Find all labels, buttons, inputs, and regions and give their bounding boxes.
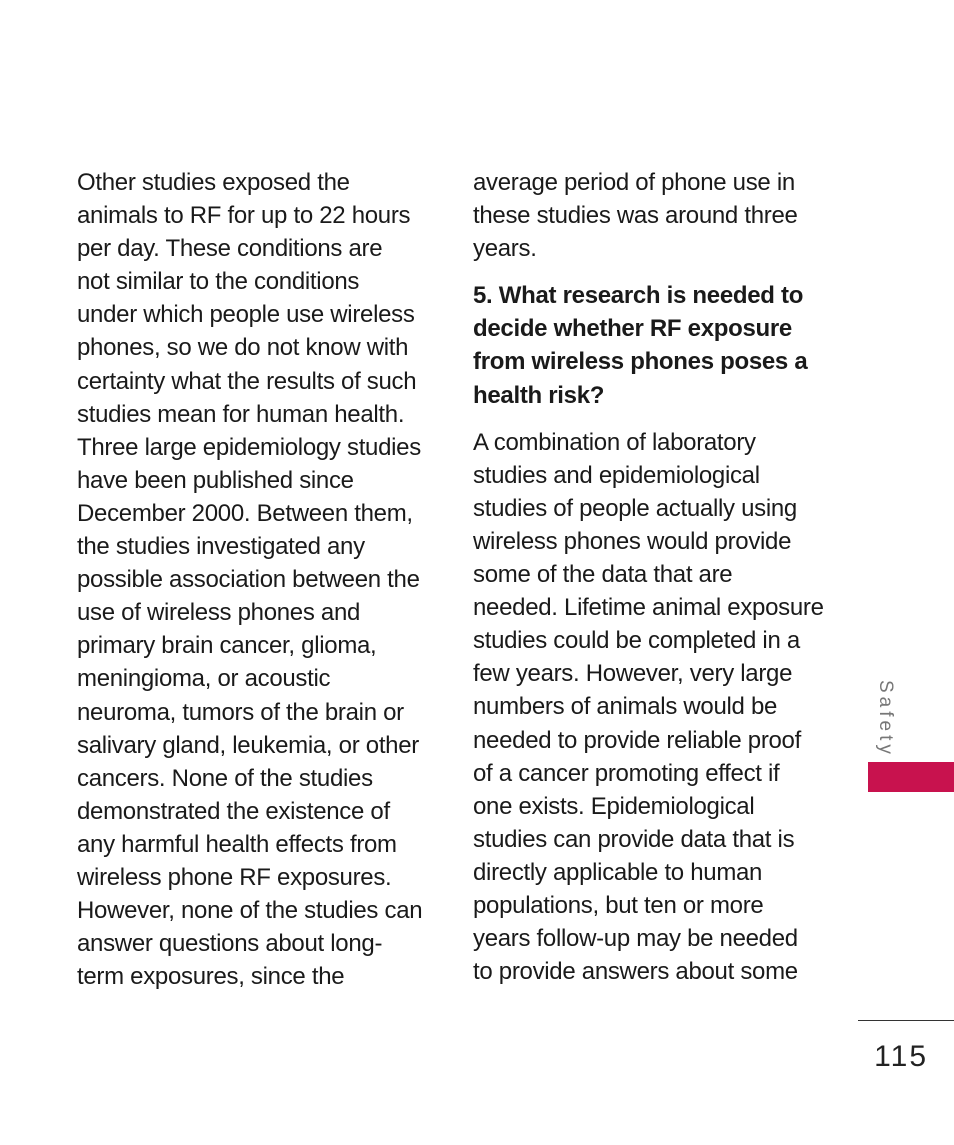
section-heading: [473, 279, 823, 411]
text-line: term exposures, since the: [77, 963, 345, 991]
text-line: per day. These conditions are: [77, 235, 383, 263]
text-line: certainty what the results of such: [77, 367, 417, 395]
left-column: [77, 166, 427, 993]
text-line: primary brain cancer, glioma,: [77, 632, 377, 660]
text-line: numbers of animals would be: [473, 693, 778, 721]
text-line: of a cancer promoting effect if: [473, 759, 780, 787]
text-line: studies can provide data that is: [473, 825, 795, 853]
text-line: have been published since: [77, 466, 354, 494]
text-line: years.: [473, 235, 537, 263]
left-paragraph: [77, 166, 427, 993]
heading-line: decide whether RF exposure: [473, 315, 792, 343]
section-tab-marker: [868, 762, 954, 792]
text-line: some of the data that are: [473, 561, 733, 589]
text-line: answer questions about long-: [77, 930, 383, 958]
footer-rule: [858, 1020, 954, 1021]
text-line: directly applicable to human: [473, 858, 763, 886]
text-line: December 2000. Between them,: [77, 499, 413, 527]
text-line: the studies investigated any: [77, 533, 365, 561]
text-line: possible association between the: [77, 566, 420, 594]
intro-paragraph: [473, 166, 823, 265]
text-line: studies and epidemiological: [473, 461, 760, 489]
text-line: one exists. Epidemiological: [473, 792, 755, 820]
text-line: to provide answers about some: [473, 958, 798, 986]
text-line: wireless phone RF exposures.: [77, 863, 392, 891]
text-line: years follow-up may be needed: [473, 925, 798, 953]
text-line: populations, but ten or more: [473, 891, 764, 919]
text-line: salivary gland, leukemia, or other: [77, 731, 419, 759]
text-line: neuroma, tumors of the brain or: [77, 698, 404, 726]
text-line: studies could be completed in a: [473, 627, 800, 655]
heading-line: health risk?: [473, 381, 605, 409]
text-line: Other studies exposed the: [77, 169, 350, 196]
text-line: studies mean for human health.: [77, 400, 405, 428]
text-line: studies of people actually using: [473, 494, 797, 522]
text-line: average period of phone use in: [473, 169, 795, 196]
text-line: Three large epidemiology studies: [77, 433, 421, 461]
text-line: meningioma, or acoustic: [77, 665, 331, 693]
text-line: needed to provide reliable proof: [473, 726, 801, 754]
text-line: cancers. None of the studies: [77, 764, 373, 792]
text-line: demonstrated the existence of: [77, 797, 390, 825]
text-line: any harmful health effects from: [77, 830, 397, 858]
text-line: phones, so we do not know with: [77, 334, 409, 362]
text-line: animals to RF for up to 22 hours: [77, 202, 411, 230]
section-tab-label: Safety: [875, 680, 896, 758]
text-line: wireless phones would provide: [473, 527, 792, 555]
body-paragraph: [473, 426, 823, 989]
page-number: 115: [874, 1040, 928, 1073]
text-line: needed. Lifetime animal exposure: [473, 594, 824, 622]
text-line: not similar to the conditions: [77, 268, 360, 296]
text-line: A combination of laboratory: [473, 428, 756, 456]
heading-line: from wireless phones poses a: [473, 348, 808, 376]
text-line: However, none of the studies can: [77, 897, 423, 925]
heading-line: 5. What research is needed to: [473, 282, 804, 310]
text-line: few years. However, very large: [473, 660, 793, 688]
text-line: use of wireless phones and: [77, 599, 361, 627]
text-line: these studies was around three: [473, 202, 798, 230]
text-line: under which people use wireless: [77, 301, 415, 329]
right-column: [473, 166, 823, 988]
